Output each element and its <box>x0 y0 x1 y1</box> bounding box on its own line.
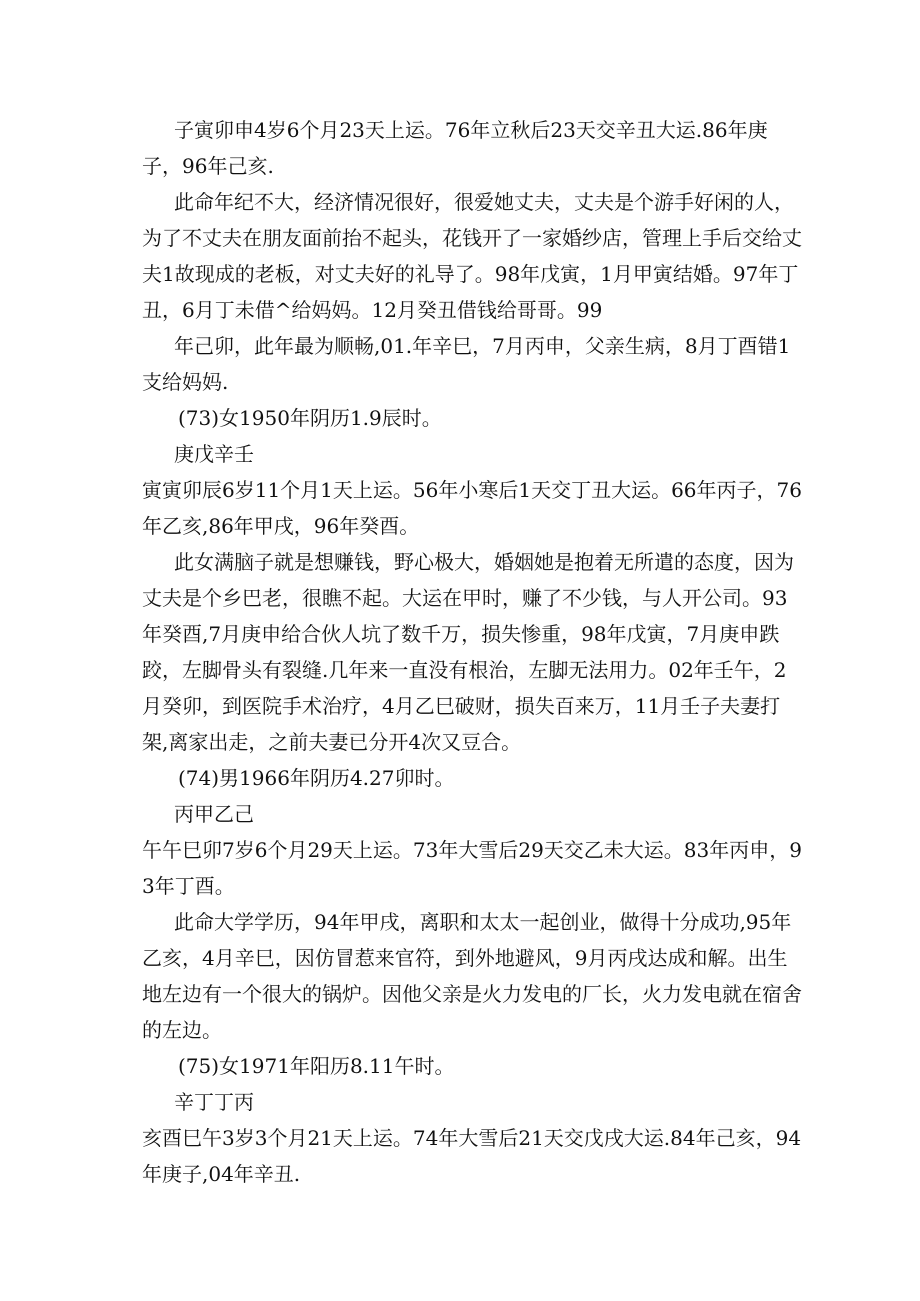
paragraph-3: 年己卯，此年最为顺畅,01.年辛巳，7月丙申，父亲生病，8月丁酉错1支给妈妈. <box>142 334 791 394</box>
case-73-branches: 寅寅卯辰6岁11个月1天上运。56年小寒后1天交丁丑大运。66年丙子，76年乙亥,86年甲戌，96年癸酉。 <box>142 478 802 538</box>
case-75-branches: 亥酉巳午3岁3个月21天上运。74年大雪后21天交戊戌大运.84年己亥，94年庚子,04年辛丑. <box>142 1126 802 1186</box>
case-74-branches: 午午巳卯7岁6个月29天上运。73年大雪后29天交乙未大运。83年丙申，93年丁酉。 <box>142 838 802 898</box>
case-73-description: 此女满脑子就是想赚钱，野心极大，婚姻她是抱着无所遣的态度，因为丈夫是个乡巴老，很瞧不起。大运在甲时，赚了不少钱，与人开公司。93年癸酉,7月庚申给合伙人坑了数千万，损失惨重，98年戊寅，7月庚申跌跤，左脚骨头有裂缝.几年来一直没有根治，左脚无法用力。02年壬午，2月癸卯，到医院手术治疗，4月乙巳破财，损失百来万，11月壬子夫妻打架,离家出走，之前夫妻已分开4次又豆合。 <box>142 550 794 754</box>
case-74-title: (74)男1966年阴历4.27卯时。 <box>178 766 455 790</box>
case-75-title: (75)女1971年阳历8.11午时。 <box>178 1054 455 1078</box>
paragraph-1: 子寅卯申4岁6个月23天上运。76年立秋后23天交辛丑大运.86年庚子，96年己亥. <box>142 118 768 178</box>
paragraph-2: 此命年纪不大，经济情况很好，很爱她丈夫，丈夫是个游手好闲的人，为了不丈夫在朋友面前抬不起头，花钱开了一家婚纱店，管理上手后交给丈夫1故现成的老板，对丈夫好的礼导了。98年戊寅，1月甲寅结婚。97年丁丑，6月丁未借^给妈妈。12月癸丑借钱给哥哥。99 <box>142 190 802 322</box>
case-75-stems: 辛丁丁丙 <box>174 1090 254 1114</box>
case-74-description: 此命大学学历，94年甲戌，离职和太太一起创业，做得十分成功,95年乙亥，4月辛巳，因仿冒惹来官符，到外地避风，9月丙戌达成和解。出生地左边有一个很大的锅炉。因他父亲是火力发电的厂长，火力发电就在宿舍的左边。 <box>142 910 802 1042</box>
case-73-stems: 庚戊辛壬 <box>174 442 254 466</box>
case-73-title: (73)女1950年阴历1.9辰时。 <box>178 406 442 430</box>
case-74-stems: 丙甲乙己 <box>174 802 254 826</box>
